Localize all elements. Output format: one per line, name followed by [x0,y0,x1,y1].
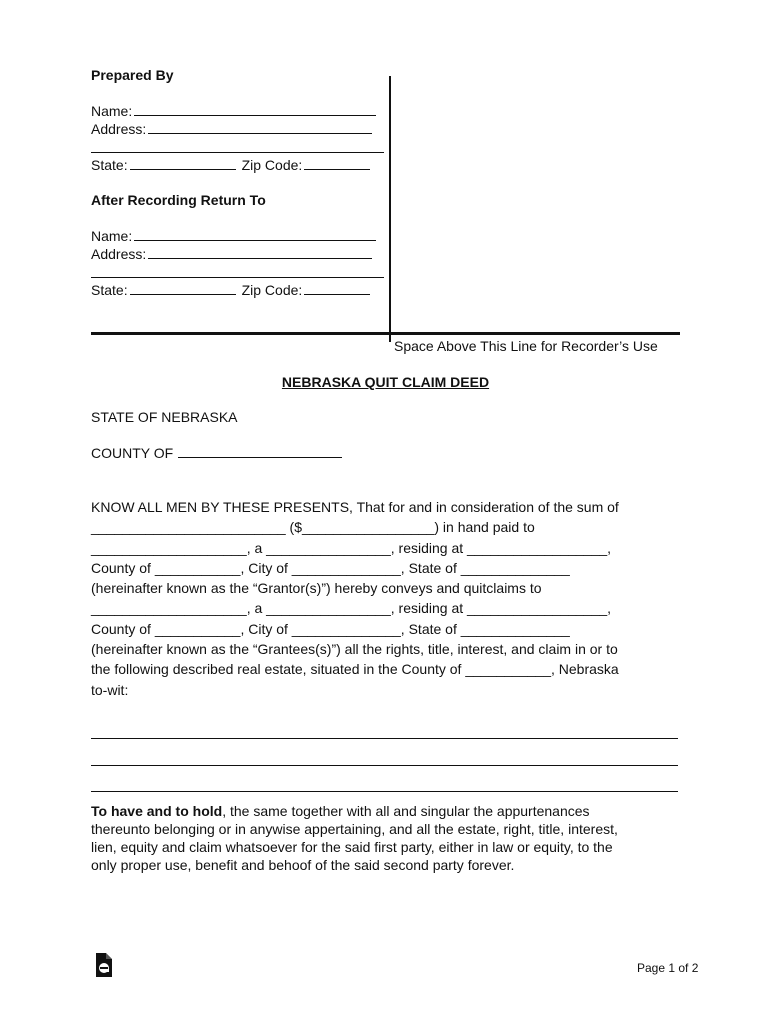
county-row [91,443,342,462]
prepared-by-zip-field[interactable] [304,155,370,170]
habendum-line: only proper use, benefit and behoof of the said second party forever. [91,857,515,873]
habendum-line: , the same together with all and singular the appurtenances [222,803,590,819]
body-line[interactable]: County of ___________, City of ______________, State of ______________ [91,559,570,576]
body-line: (hereinafter known as the “Grantor(s)”) hereby conveys and quitclaims to [91,580,542,597]
body-line[interactable]: County of ___________, City of ______________, State of ______________ [91,620,570,637]
return-to-state-field[interactable] [130,280,236,295]
prepared-by-state-row [91,155,370,174]
return-to-state-row [91,280,370,299]
recorder-vertical-divider [389,76,391,342]
return-to-heading: After Recording Return To [91,192,266,208]
body-line[interactable]: ____________________, a ________________, residing at __________________, [91,600,612,617]
prepared-by-name-label: Name: [91,103,133,119]
habendum-bold: To have and to hold [91,803,223,819]
return-to-address-field[interactable] [148,244,372,259]
legal-description-line-3[interactable] [91,791,678,792]
return-to-address-label: Address: [91,246,147,262]
recorder-horizontal-divider [91,332,680,335]
deed-body [91,497,619,700]
body-line: KNOW ALL MEN BY THESE PRESENTS, That for and in consideration of the sum of [91,499,619,515]
prepared-by-name-field[interactable] [134,101,376,116]
body-line: to-wit: [91,681,129,698]
deed-title: NEBRASKA QUIT CLAIM DEED [281,374,490,390]
county-field[interactable] [178,443,342,458]
return-to-name-field[interactable] [134,226,376,241]
legal-description-line-1[interactable] [91,738,678,739]
document-e-icon [94,952,114,978]
return-to-zip-label: Zip Code: [241,282,303,298]
recorder-use-note: Space Above This Line for Recorder’s Use [394,338,658,354]
return-to-address-row [91,244,372,263]
habendum-line: thereunto belonging or in anywise appertaining, and all the estate, right, title, interest, [91,821,618,837]
prepared-by-heading: Prepared By [91,67,174,83]
return-to-name-label: Name: [91,228,133,244]
habendum-clause [91,802,618,874]
return-to-name-row [91,226,376,245]
return-to-address-line-2[interactable] [91,277,384,278]
prepared-by-address-label: Address: [91,121,147,137]
body-line[interactable]: the following described real estate, situated in the County of ___________, Nebraska [91,661,619,678]
state-of-nebraska: STATE OF NEBRASKA [91,409,238,425]
prepared-by-zip-label: Zip Code: [241,157,303,173]
prepared-by-address-field[interactable] [148,119,372,134]
prepared-by-state-label: State: [91,157,128,173]
body-line[interactable]: _________________________ ($_________________) in hand paid to [91,519,535,536]
prepared-by-address-line-2[interactable] [91,152,384,153]
habendum-line: lien, equity and claim whatsoever for the said first party, either in law or equity, to the [91,839,613,855]
prepared-by-state-field[interactable] [130,155,236,170]
legal-description-line-2[interactable] [91,765,678,766]
page-number: Page 1 of 2 [637,961,699,975]
county-label: COUNTY OF [91,445,174,461]
prepared-by-address-row [91,119,372,138]
body-line[interactable]: ____________________, a ________________, residing at __________________, [91,539,612,556]
prepared-by-name-row [91,101,376,120]
body-line: (hereinafter known as the “Grantees(s)”) all the rights, title, interest, and claim in or to [91,641,618,658]
return-to-zip-field[interactable] [304,280,370,295]
return-to-state-label: State: [91,282,128,298]
